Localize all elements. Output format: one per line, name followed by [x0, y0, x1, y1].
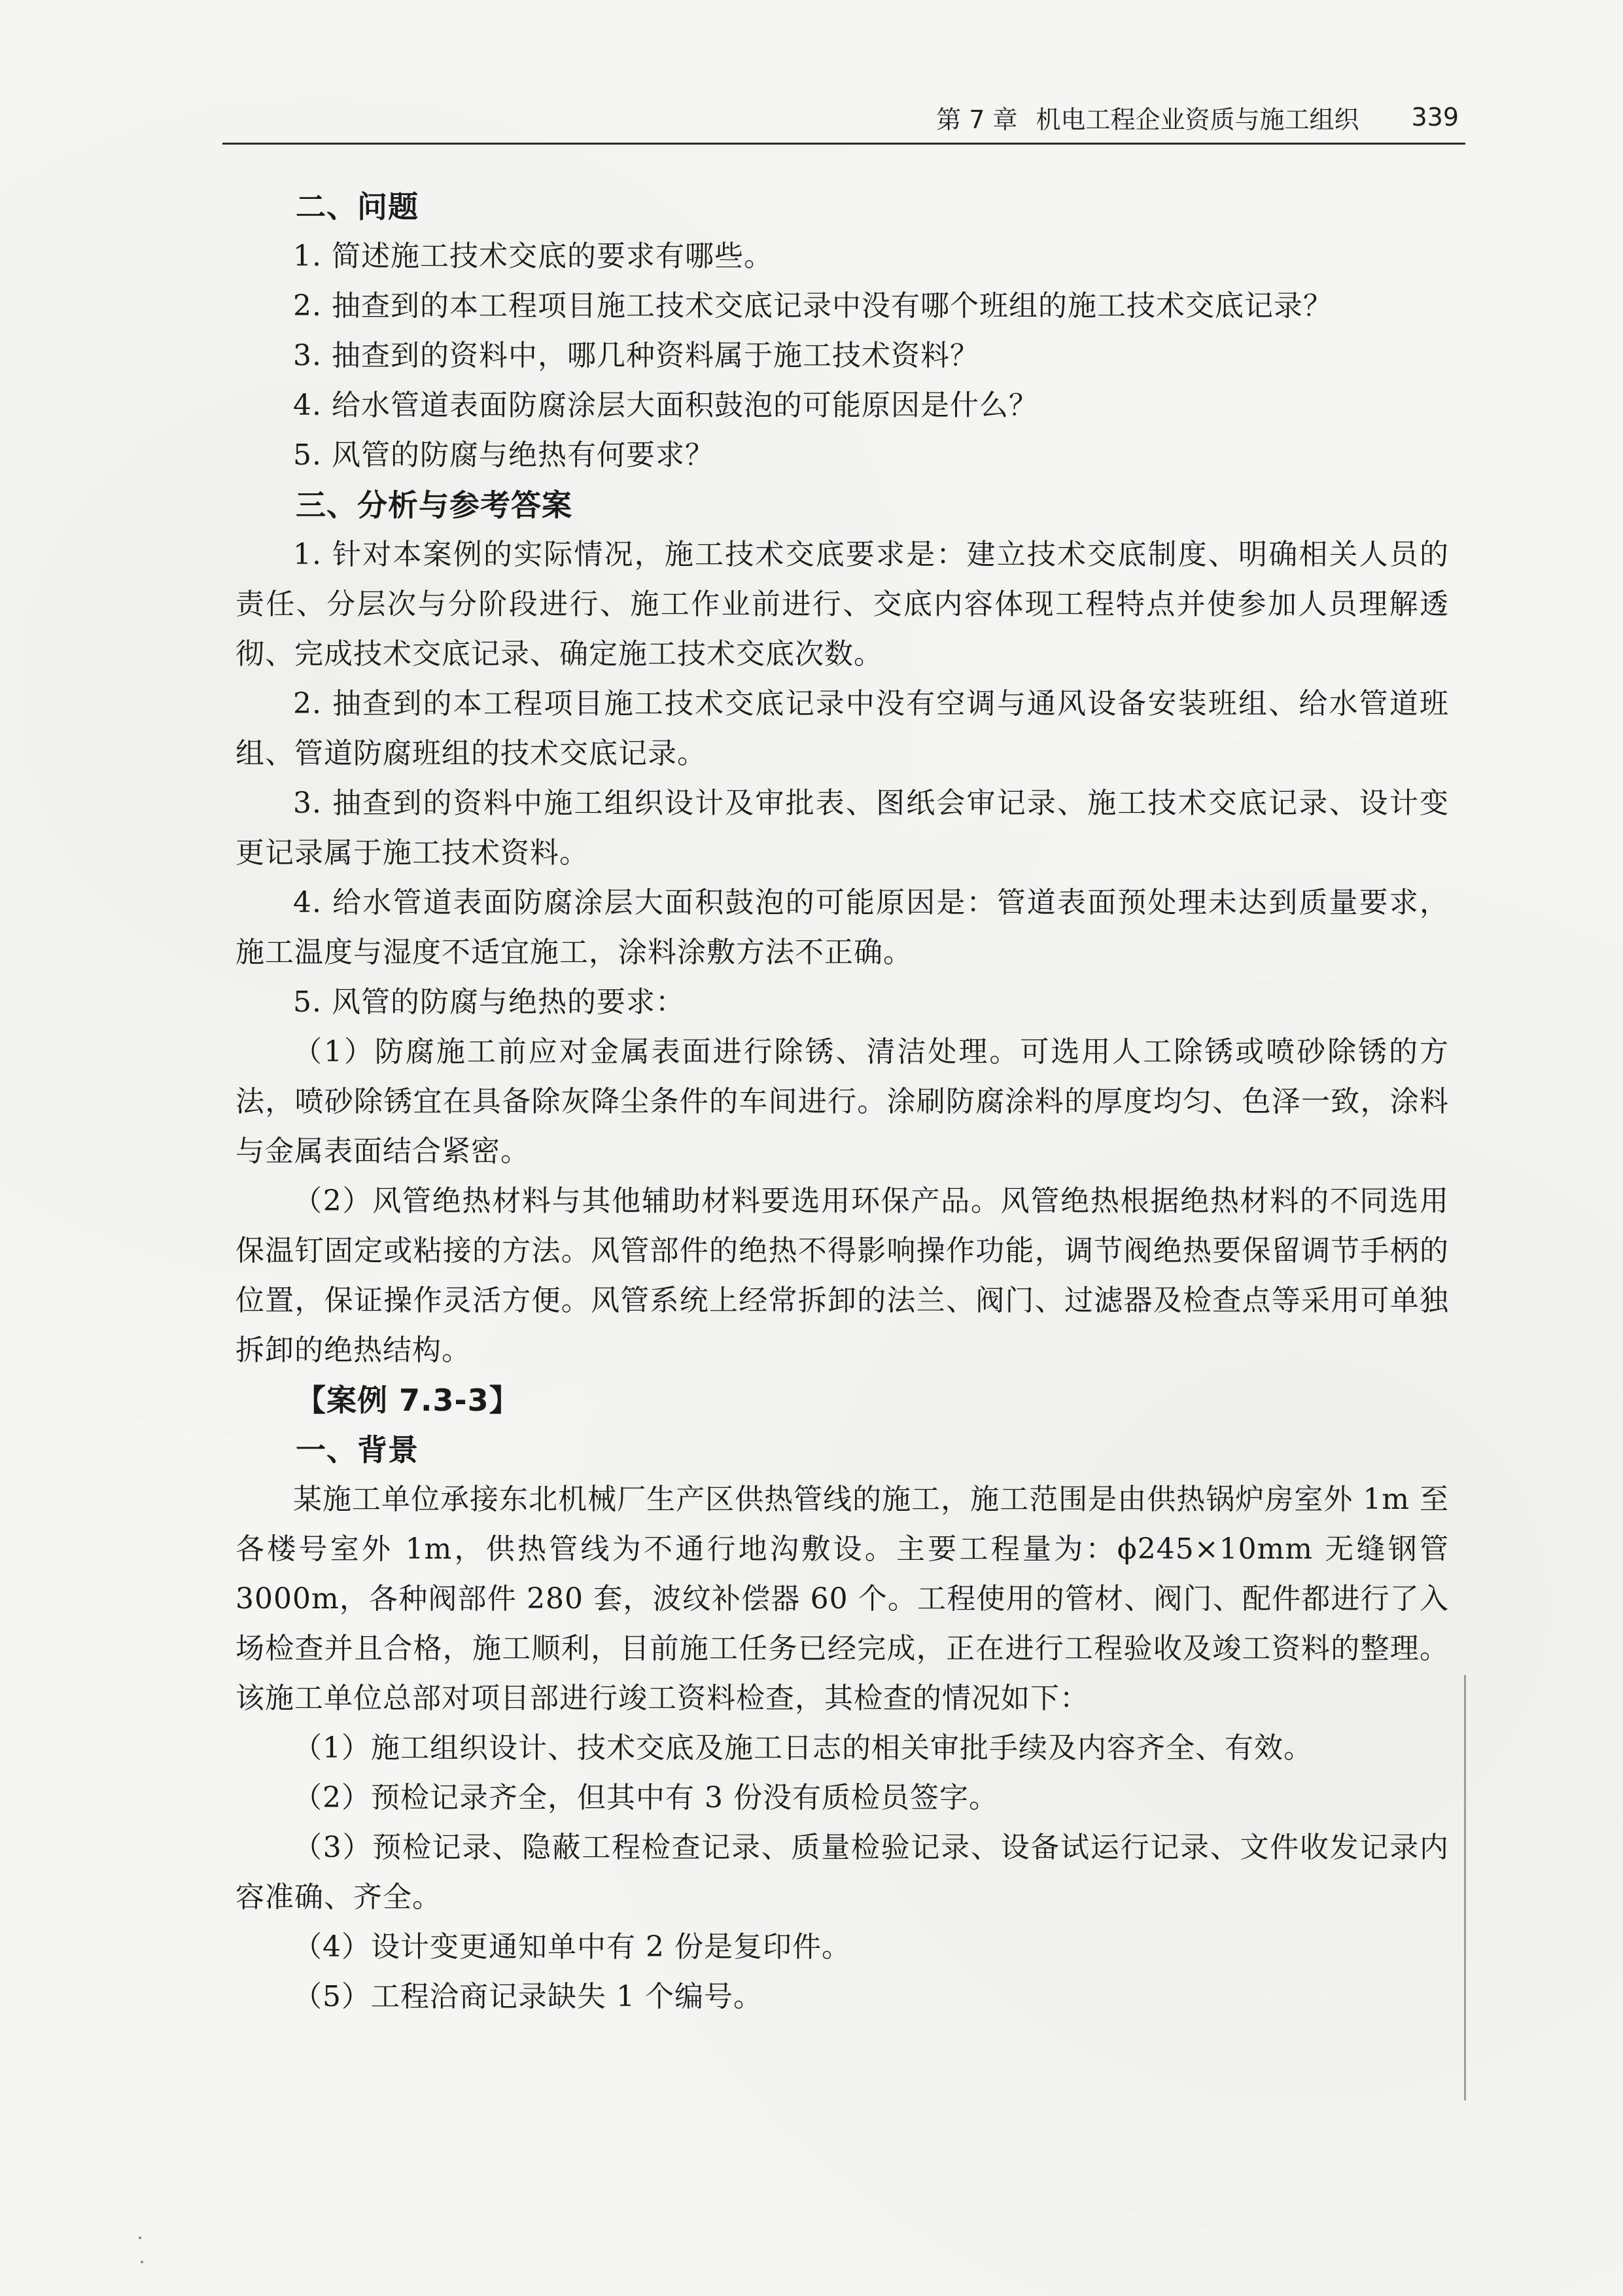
answer-paragraph: 2. 抽查到的本工程项目施工技术交底记录中没有空调与通风设备安装班组、给水管道班组、管道防腐班组的技术交底记录。 [236, 687, 1449, 770]
question-item: 5. 风管的防腐与绝热有何要求？ [293, 438, 714, 472]
scan-edge-line [1464, 1675, 1466, 2100]
background-heading: 一、背景 [296, 1432, 419, 1468]
case-paragraph: （2）预检记录齐全，但其中有 3 份没有质检员签字。 [293, 1781, 998, 1814]
case-paragraph: （4）设计变更通知单中有 2 份是复印件。 [293, 1930, 851, 1964]
body-text [236, 182, 1449, 2022]
answer-paragraph: （1）防腐施工前应对金属表面进行除锈、清洁处理。可选用人工除锈或喷砂除锈的方法，喷砂除锈宜在具备除灰降尘条件的车间进行。涂刷防腐涂料的厚度均匀、色泽一致，涂料与金属表面结合紧密。 [236, 1035, 1449, 1168]
scan-speck [139, 2236, 141, 2239]
case-paragraph: （5）工程洽商记录缺失 1 个编号。 [293, 1980, 763, 2013]
answer-paragraph: 1. 针对本案例的实际情况，施工技术交底要求是：建立技术交底制度、明确相关人员的责任、分层次与分阶段进行、施工作业前进行、交底内容体现工程特点并使参加人员理解透彻、完成技术交底记录、确定施工技术交底次数。 [236, 538, 1449, 671]
page-number: 339 [1411, 103, 1459, 132]
question-item: 3. 抽查到的资料中，哪几种资料属于施工技术资料？ [293, 339, 979, 372]
answer-paragraph: （2）风管绝热材料与其他辅助材料要选用环保产品。风管绝热根据绝热材料的不同选用保温钉固定或粘接的方法。风管部件的绝热不得影响操作功能，调节阀绝热要保留调节手柄的位置，保证操作灵活方便。风管系统上经常拆卸的法兰、阀门、过滤器及检查点等采用可单独拆卸的绝热结构。 [236, 1184, 1449, 1367]
answer-paragraph: 3. 抽查到的资料中施工组织设计及审批表、图纸会审记录、施工技术交底记录、设计变更记录属于施工技术资料。 [236, 786, 1449, 870]
case-paragraph: （1）施工组织设计、技术交底及施工日志的相关审批手续及内容齐全、有效。 [293, 1731, 1313, 1765]
header-rule [222, 143, 1465, 145]
answers-heading: 三、分析与参考答案 [296, 487, 572, 523]
running-header [222, 98, 1459, 136]
chapter-title: 机电工程企业资质与施工组织 [1036, 105, 1359, 134]
answer-paragraph: 4. 给水管道表面防腐涂层大面积鼓泡的可能原因是：管道表面预处理未达到质量要求，施工温度与湿度不适宜施工，涂料涂敷方法不正确。 [236, 886, 1449, 969]
question-item: 2. 抽查到的本工程项目施工技术交底记录中没有哪个班组的施工技术交底记录？ [293, 289, 1333, 323]
question-item: 4. 给水管道表面防腐涂层大面积鼓泡的可能原因是什么？ [293, 389, 1038, 422]
case-title: 【案例 7.3-3】 [296, 1383, 520, 1418]
question-item: 1. 简述施工技术交底的要求有哪些。 [293, 239, 773, 273]
case-paragraph: （3）预检记录、隐蔽工程检查记录、质量检验记录、设备试运行记录、文件收发记录内容准确、齐全。 [236, 1831, 1449, 1914]
case-paragraph: 某施工单位承接东北机械厂生产区供热管线的施工，施工范围是由供热锅炉房室外 1m 至各楼号室外 1m，供热管线为不通行地沟敷设。主要工程量为：ϕ245×10mm 无缝钢管 3000m，各种阀部件 280 套，波纹补偿器 60 个。工程使用的管材、阀门、配件都进行了入场检查并且合格，施工顺利，目前施工任务已经完成，正在进行工程验收及竣工资料的整理。该施工单位总部对项目部进行竣工资料检查，其检查的情况如下： [236, 1483, 1449, 1715]
scan-speck [141, 2261, 143, 2263]
questions-heading: 二、问题 [296, 189, 419, 224]
answer-paragraph: 5. 风管的防腐与绝热的要求： [293, 985, 685, 1019]
chapter-number: 第 7 章 [936, 105, 1018, 134]
